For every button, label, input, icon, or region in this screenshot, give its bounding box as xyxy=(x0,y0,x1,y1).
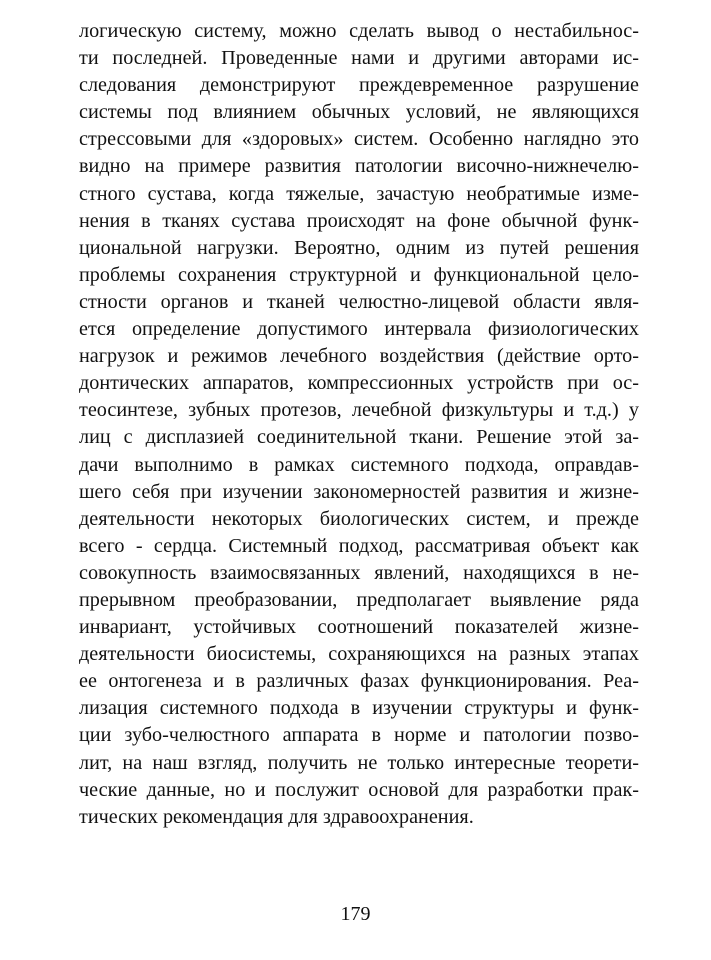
text-line: лизация системного подхода в изучении структуры и функ- xyxy=(79,697,639,720)
text-line: ется определение допустимого интервала физиологических xyxy=(79,318,639,341)
text-line: дачи выполнимо в рамках системного подхода, оправдав- xyxy=(79,453,639,476)
text-line: теосинтезе, зубных протезов, лечебной физкультуры и т.д.) у xyxy=(79,399,639,422)
text-line: инвариант, устойчивых соотношений показателей жизне- xyxy=(79,616,639,639)
page-number: 179 xyxy=(340,903,371,925)
text-line: ции зубо-челюстного аппарата в норме и патологии позво- xyxy=(79,724,639,747)
text-line: тических рекомендация для здравоохранения. xyxy=(79,805,474,828)
text-line: совокупность взаимосвязанных явлений, находящихся в не- xyxy=(79,561,639,584)
text-line: нагрузок и режимов лечебного воздействия (действие орто- xyxy=(79,345,639,368)
text-line: циональной нагрузки. Вероятно, одним из путей решения xyxy=(79,236,639,259)
body-text xyxy=(79,18,639,831)
text-line: лиц с дисплазией соединительной ткани. Решение этой за- xyxy=(79,426,639,449)
text-line: лит, на наш взгляд, получить не только интересные теорети- xyxy=(79,751,639,774)
text-line: следования демонстрируют преждевременное разрушение xyxy=(79,74,639,97)
text-line: стности органов и тканей челюстно-лицевой области явля- xyxy=(79,290,639,313)
text-line: донтических аппаратов, компрессионных устройств при ос- xyxy=(79,372,639,395)
text-line: прерывном преобразовании, предполагает выявление ряда xyxy=(79,588,639,611)
text-line: системы под влиянием обычных условий, не являющихся xyxy=(79,101,639,124)
text-line: деятельности биосистемы, сохраняющихся на разных этапах xyxy=(79,643,639,666)
text-line: ти последней. Проведенные нами и другими авторами ис- xyxy=(79,47,639,70)
text-line: шего себя при изучении закономерностей развития и жизне- xyxy=(79,480,639,503)
text-line: ее онтогенеза и в различных фазах функционирования. Реа- xyxy=(79,670,639,693)
text-line: всего - сердца. Системный подход, рассматривая объект как xyxy=(79,534,639,557)
text-line: ческие данные, но и послужит основой для разработки прак- xyxy=(79,778,639,801)
text-line: логическую систему, можно сделать вывод о нестабильнос- xyxy=(79,20,639,42)
text-line: нения в тканях сустава происходят на фоне обычной функ- xyxy=(79,209,639,232)
text-line: видно на примере развития патологии височно-нижнечелю- xyxy=(79,155,639,178)
text-line: проблемы сохранения структурной и функциональной цело- xyxy=(79,263,639,286)
text-line: деятельности некоторых биологических систем, и прежде xyxy=(79,507,639,530)
text-line: стного сустава, когда тяжелые, зачастую необратимые изме- xyxy=(79,182,639,205)
text-line: стрессовыми для «здоровых» систем. Особенно наглядно это xyxy=(79,128,639,151)
